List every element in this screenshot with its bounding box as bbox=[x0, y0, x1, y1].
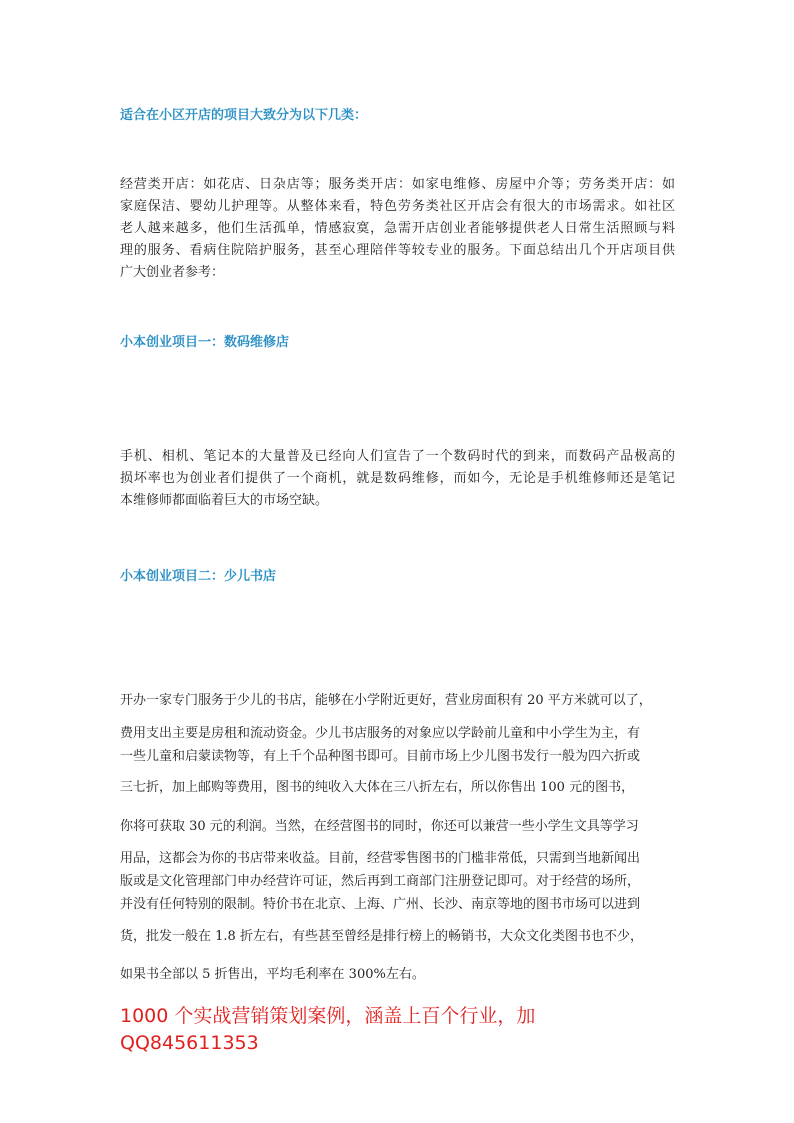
intro-paragraph bbox=[120, 174, 675, 284]
paragraph-line: 开办一家专门服务于少儿的书店，能够在小学附近更好，营业房面积有 20 平方米就可以了， bbox=[120, 693, 652, 708]
paragraph-line: 如果书全部以 5 折售出，平均毛利率在 300%左右。 bbox=[120, 967, 425, 982]
paragraph-line: 一些儿童和启蒙读物等，有上千个品种图书即可。目前市场上少儿图书发行一般为四六折或 bbox=[120, 749, 641, 764]
paragraph-line: 并没有任何特别的限制。特价书在北京、上海、广州、长沙、南京等地的图书市场可以进到 bbox=[120, 897, 641, 912]
paragraph-line: 你将可获取 30 元的利润。当然，在经营图书的同时，你还可以兼营一些小学生文具等学习 bbox=[120, 819, 639, 834]
paragraph-line: 损坏率也为创业者们提供了一个商机，就是数码维修，而如今，无论是手机维修师还是笔记 bbox=[120, 471, 675, 486]
project1-paragraph bbox=[120, 446, 675, 512]
intro-heading: 适合在小区开店的项目大致分为以下几类： bbox=[120, 108, 368, 123]
paragraph-line: 手机、相机、笔记本的大量普及已经向人们宣告了一个数码时代的到来，而数码产品极高的 bbox=[120, 449, 675, 464]
paragraph-line: 本维修师都面临着巨大的市场空缺。 bbox=[120, 493, 329, 508]
paragraph-line: 版或是文化管理部门申办经营许可证，然后再到工商部门注册登记即可。对于经营的场所， bbox=[120, 874, 641, 889]
paragraph-line: 广大创业者参考： bbox=[120, 265, 225, 280]
project2-heading: 小本创业项目二：少儿书店 bbox=[120, 569, 277, 584]
paragraph-line: 老人越来越多，他们生活孤单，情感寂寞，急需开店创业者能够提供老人日常生活照顾与料 bbox=[120, 221, 675, 236]
paragraph-line: 费用支出主要是房租和流动资金。少儿书店服务的对象应以学龄前儿童和中小学生为主，有 bbox=[120, 726, 641, 741]
paragraph-line: 用品，这都会为你的书店带来收益。目前，经营零售图书的门槛非常低，只需到当地新闻出 bbox=[120, 851, 641, 866]
paragraph-line: 家庭保洁、婴幼儿护理等。从整体来看，特色劳务类社区开店会有很大的市场需求。如社区 bbox=[120, 199, 675, 214]
paragraph-line: 三七折，加上邮购等费用，图书的纯收入大体在三八折左右，所以你售出 100 元的图书， bbox=[120, 780, 635, 795]
promo-line: 1000 个实战营销策划案例，涵盖上百个行业，加 bbox=[120, 1005, 536, 1027]
project1-heading: 小本创业项目一：数码维修店 bbox=[120, 335, 290, 350]
paragraph-line: 货，批发一般在 1.8 折左右，有些甚至曾经是排行榜上的畅销书，大众文化类图书也不少， bbox=[120, 929, 643, 944]
promo-contact: QQ845611353 bbox=[120, 1032, 259, 1054]
paragraph-line: 理的服务、看病住院陪护服务，甚至心理陪伴等较专业的服务。下面总结出几个开店项目供 bbox=[120, 243, 675, 258]
paragraph-line: 经营类开店：如花店、日杂店等；服务类开店：如家电维修、房屋中介等；劳务类开店：如 bbox=[120, 177, 675, 192]
